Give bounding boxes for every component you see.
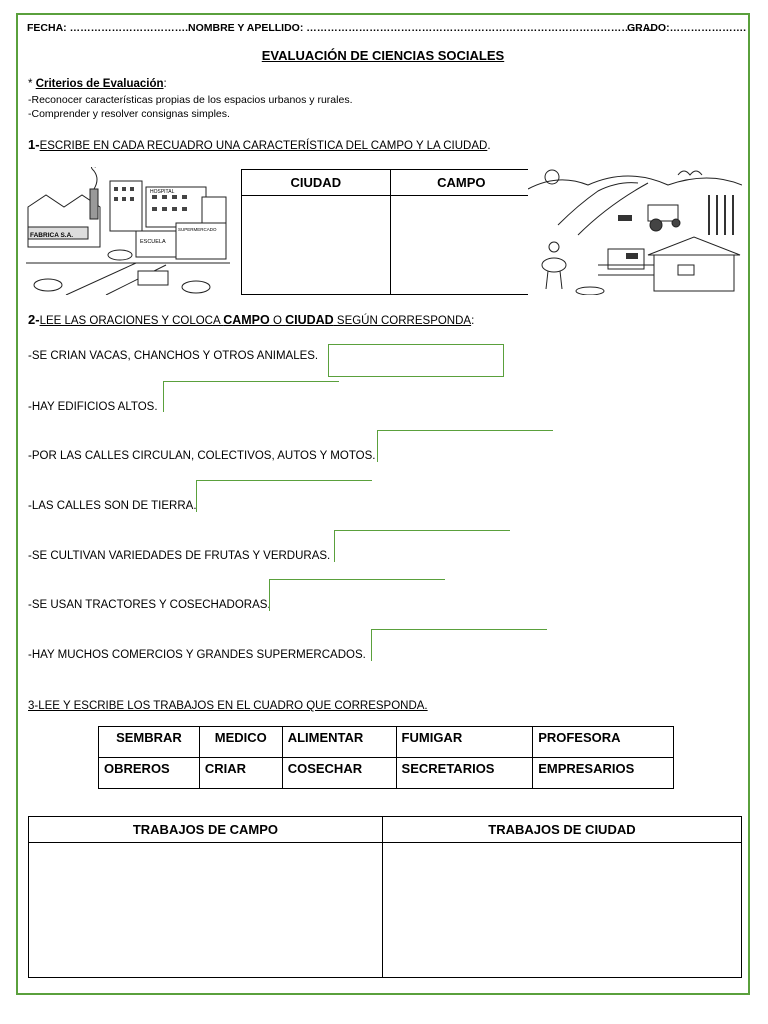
criterios-colon: : [163, 78, 167, 90]
q2-number: 2- [28, 312, 40, 327]
q2-o: O [269, 315, 286, 327]
city-sign-escuela: ESCUELA [140, 239, 166, 245]
trabajos-word-bank [98, 726, 674, 789]
word-bank-row [99, 758, 674, 789]
sentence-2: -HAY EDIFICIOS ALTOS. [28, 401, 158, 413]
answer-box-2[interactable] [163, 381, 339, 412]
cell-ciudad-answer[interactable] [242, 196, 391, 295]
col-trabajos-campo: TRABAJOS DE CAMPO [29, 817, 383, 843]
q3-title [28, 700, 428, 712]
col-campo: CAMPO [390, 170, 532, 196]
word-cell: SEMBRAR [99, 727, 200, 758]
sentence-4: -LAS CALLES SON DE TIERRA. [28, 500, 197, 512]
q2-ciudad: CIUDAD [285, 313, 334, 327]
word-cell: FUMIGAR [396, 727, 533, 758]
q1-number: 1- [28, 137, 40, 152]
word-cell: MEDICO [199, 727, 282, 758]
word-cell: SECRETARIOS [396, 758, 533, 789]
q2-text-a: LEE LAS ORACIONES Y COLOCA [39, 315, 224, 327]
criterio-item-2: -Comprender y resolver consignas simples. [28, 108, 230, 120]
campo-illustration [528, 165, 742, 295]
q3-text: 3-LEE Y ESCRIBE LOS TRABAJOS EN EL CUADRO QUE CORRESPONDA. [28, 700, 428, 712]
cell-trabajos-ciudad[interactable] [382, 843, 741, 978]
sentence-3: -POR LAS CALLES CIRCULAN, COLECTIVOS, AUTOS Y MOTOS. [28, 450, 376, 462]
word-cell: EMPRESARIOS [533, 758, 674, 789]
nombre-field: NOMBRE Y APELLIDO: ………………………………………………………………………………………. [188, 22, 656, 34]
col-trabajos-ciudad: TRABAJOS DE CIUDAD [382, 817, 741, 843]
cell-campo-answer[interactable] [390, 196, 532, 295]
grado-field: GRADO:…………………. [627, 22, 746, 34]
q1-text: ESCRIBE EN CADA RECUADRO UNA CARACTERÍSTICA DEL CAMPO Y LA CIUDAD [39, 140, 488, 152]
city-sign-fabrica: FABRICA S.A. [30, 232, 74, 239]
city-sign-super: SUPERMERCADO [178, 227, 217, 232]
criterios-heading [28, 78, 167, 90]
worksheet-page [16, 13, 750, 995]
trabajos-answer-table [28, 816, 742, 978]
criterio-item-1: -Reconocer características propias de los espacios urbanos y rurales. [28, 94, 353, 106]
fecha-field: FECHA: ……………………………. [27, 22, 188, 34]
q2-text-b: SEGÚN CORRESPONDA [333, 315, 472, 327]
q2-campo: CAMPO [223, 313, 270, 327]
criterios-bullet: * [28, 78, 33, 90]
sentence-7: -HAY MUCHOS COMERCIOS Y GRANDES SUPERMERCADOS. [28, 649, 366, 661]
q2-title [28, 312, 474, 327]
col-ciudad: CIUDAD [242, 170, 391, 196]
criterios-title: Criterios de Evaluación [35, 78, 164, 90]
answer-box-6[interactable] [269, 579, 445, 611]
sentence-1: -SE CRIAN VACAS, CHANCHOS Y OTROS ANIMALES. [28, 350, 319, 362]
word-cell: CRIAR [199, 758, 282, 789]
word-bank-row [99, 727, 674, 758]
answer-box-1[interactable] [328, 344, 504, 377]
word-cell: OBREROS [99, 758, 200, 789]
q1-title [28, 137, 491, 152]
city-sign-hospital: HOSPITAL [150, 189, 175, 195]
word-cell: ALIMENTAR [282, 727, 396, 758]
answer-box-4[interactable] [196, 480, 372, 512]
sentence-5: -SE CULTIVAN VARIEDADES DE FRUTAS Y VERDURAS. [28, 550, 331, 562]
sentence-6: -SE USAN TRACTORES Y COSECHADORAS. [28, 599, 271, 611]
answer-box-3[interactable] [377, 430, 553, 462]
city-illustration [26, 167, 230, 295]
word-cell: COSECHAR [282, 758, 396, 789]
word-cell: PROFESORA [533, 727, 674, 758]
answer-box-7[interactable] [371, 629, 547, 661]
q2-end: : [471, 315, 475, 327]
ciudad-campo-table [241, 169, 533, 295]
q1-end: . [487, 140, 491, 152]
page-title: EVALUACIÓN DE CIENCIAS SOCIALES [261, 48, 505, 63]
answer-box-5[interactable] [334, 530, 510, 562]
cell-trabajos-campo[interactable] [29, 843, 383, 978]
